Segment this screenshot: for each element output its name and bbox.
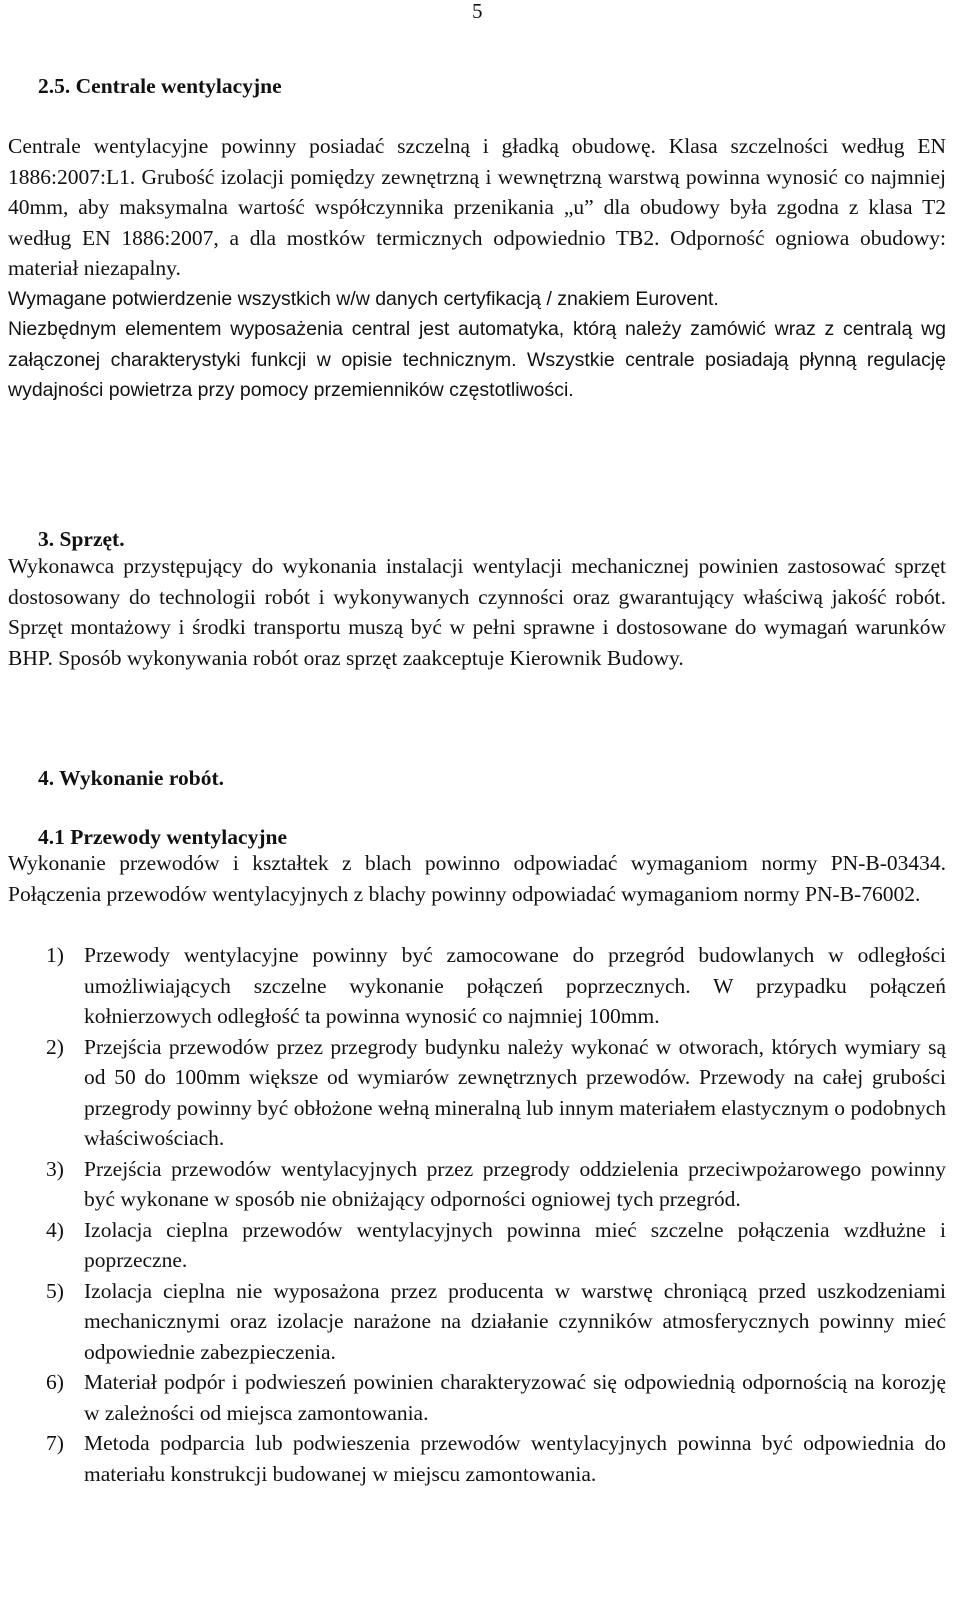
section-2-5-paragraph-1: Centrale wentylacyjne powinny posiadać szczelną i gładką obudowę. Klasa szczelności według EN 1886:2007:L1. Grubość izolacji pomiędzy zewnętrzną i wewnętrzną warstwą powinna wynosić co najmniej 40mm, aby maksymalna wartość współczynnika przenikania „u” dla obudowy była zgodna z klasa T2 według EN 1886:2007, a dla mostków termicznych odpowiednio TB2. Odporność ogniowa obudowy: materiał niezapalny. xyxy=(8,134,946,280)
list-item-text: Metoda podparcia lub podwieszenia przewodów wentylacyjnych powinna być odpowiednia do materiału konstrukcji budowanej w miejscu zamontowania. xyxy=(84,1431,946,1486)
section-3-title: 3. Sprzęt. xyxy=(38,527,125,551)
list-item-text: Przewody wentylacyjne powinny być zamocowane do przegród budowlanych w odległości umożliwiających szczelne wykonanie połączeń poprzecznych. W przypadku połączeń kołnierzowych odległość ta powinna wynosić co najmniej 100mm. xyxy=(84,943,946,1028)
list-item xyxy=(46,1215,946,1276)
page-number: 5 xyxy=(472,0,483,23)
section-4-1-body xyxy=(8,848,946,909)
list-item-number: 3) xyxy=(46,1156,64,1181)
list-item-text: Przejścia przewodów przez przegrody budynku należy wykonać w otworach, których wymiary są od 50 do 100mm większe od wymiarów zewnętrznych przewodów. Przewody na całej grubości przegrody powinny być obłożone wełną mineralną lub innym materiałem elastycznym o podobnych właściwościach. xyxy=(84,1034,946,1150)
list-item-number: 7) xyxy=(46,1431,64,1455)
list-item-text: Izolacja cieplna przewodów wentylacyjnych powinna mieć szczelne połączenia wzdłużne i poprzeczne. xyxy=(84,1217,946,1272)
list-item-text: Materiał podpór i podwieszeń powinien charakteryzować się odpowiednią odpornością na korozję w zależności od miejsca zamontowania. xyxy=(84,1370,946,1425)
list-item xyxy=(46,940,946,1032)
list-item-text: Przejścia przewodów wentylacyjnych przez przegrody oddzielenia przeciwpożarowego powinny być wykonane w sposób nie obniżający odporności ogniowej tych przegród. xyxy=(84,1156,946,1211)
list-item-number: 4) xyxy=(46,1217,64,1242)
section-2-5-title: 2.5. Centrale wentylacyjne xyxy=(38,74,282,98)
list-item xyxy=(46,1154,946,1215)
list-item xyxy=(46,1367,946,1428)
list-item-number: 1) xyxy=(46,943,64,967)
list-item xyxy=(46,1276,946,1368)
list-item xyxy=(46,1032,946,1154)
list-item xyxy=(46,1428,946,1489)
section-3-paragraph: Wykonawca przystępujący do wykonania instalacji wentylacji mechanicznej powinien zastosować sprzęt dostosowany do technologii robót i wykonywanych czynności oraz gwarantujący właściwą jakość robót. Sprzęt montażowy i środki transportu muszą być w pełni sprawne i dostosowane do wymagań warunków BHP. Sposób wykonywania robót oraz sprzęt zaakceptuje Kierownik Budowy. xyxy=(8,554,946,670)
section-4-1-list xyxy=(46,940,946,1489)
list-item-number: 5) xyxy=(46,1278,64,1303)
section-4-1-paragraph: Wykonanie przewodów i kształtek z blach powinno odpowiadać wymaganiom normy PN-B-03434. Połączenia przewodów wentylacyjnych z blachy powinny odpowiadać wymaganiom normy PN-B-76002. xyxy=(8,851,946,906)
list-item-number: 6) xyxy=(46,1370,64,1394)
section-4-1-title: 4.1 Przewody wentylacyjne xyxy=(38,825,287,849)
section-3-body xyxy=(8,551,946,673)
section-2-5-body xyxy=(8,131,946,406)
section-2-5-paragraph-2: Wymagane potwierdzenie wszystkich w/w danych certyfikacją / znakiem Eurovent. xyxy=(8,287,719,310)
list-item-text: Izolacja cieplna nie wyposażona przez producenta w warstwę chroniącą przed uszkodzeniami mechanicznymi oraz izolacje narażone na działanie czynników atmosferycznych powinny mieć odpowiednie zabezpieczenia. xyxy=(84,1278,946,1364)
section-4-title: 4. Wykonanie robót. xyxy=(38,766,224,790)
section-2-5-paragraph-3: Niezbędnym elementem wyposażenia central jest automatyka, którą należy zamówić wraz z centralą wg załączonej charakterystyki funkcji w opisie technicznym. Wszystkie centrale posiadają płynną regulację wydajności powietrza przy pomocy przemienników częstotliwości. xyxy=(8,318,946,401)
list-item-number: 2) xyxy=(46,1034,64,1059)
